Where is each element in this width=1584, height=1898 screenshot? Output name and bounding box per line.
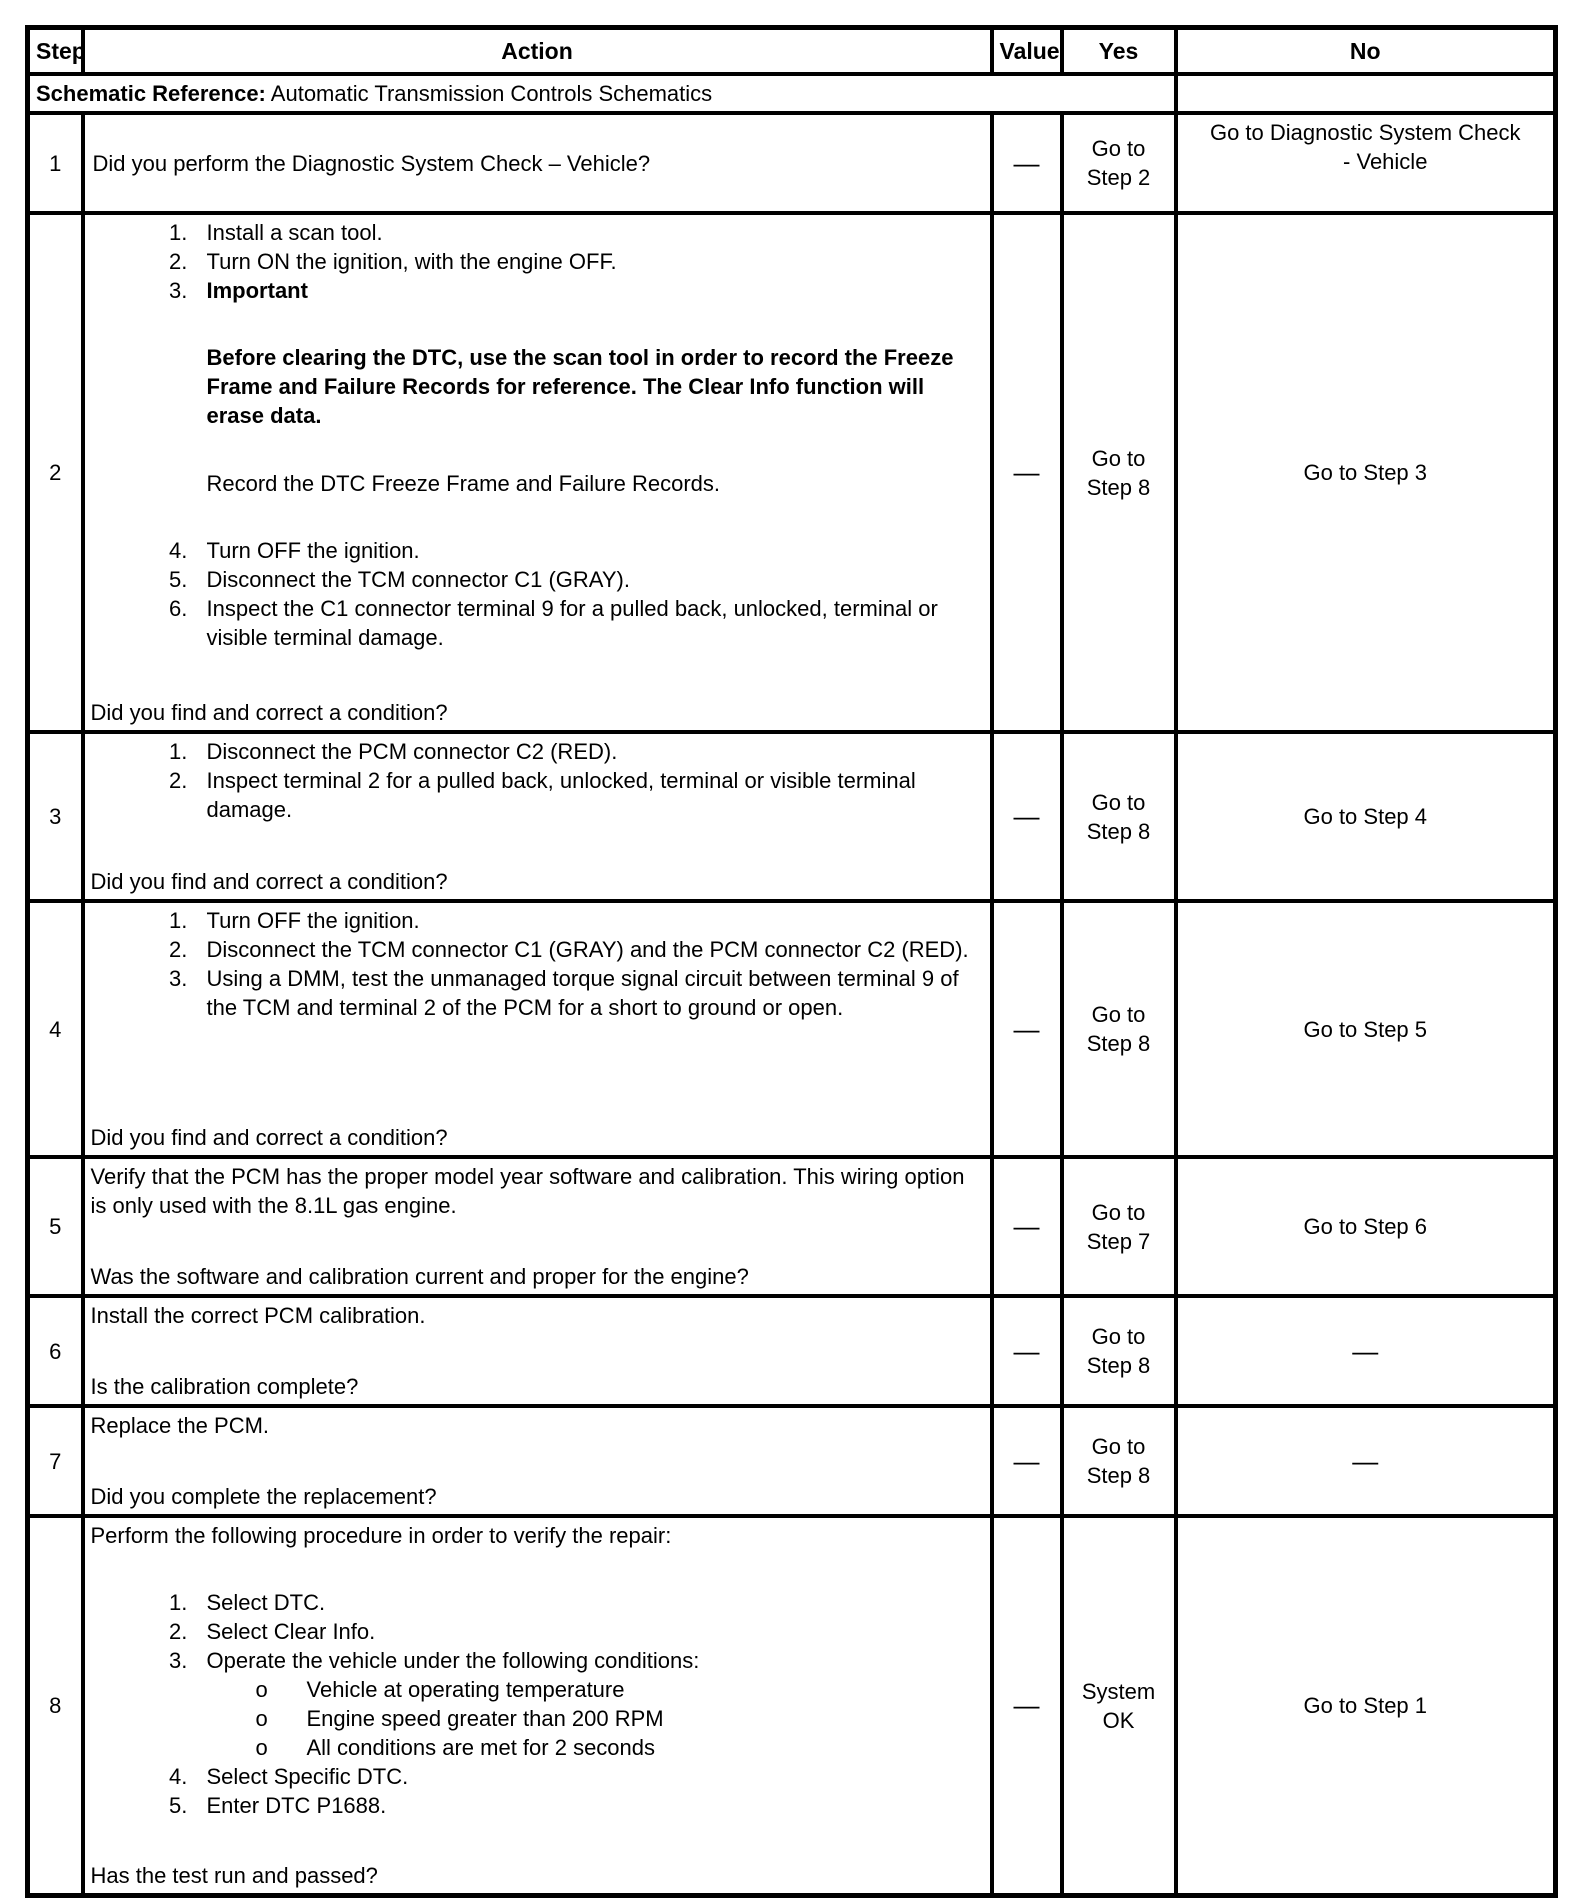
yes-link[interactable]: Go to Step 8 [1062, 901, 1176, 1157]
action-question: Is the calibration complete? [90, 1374, 359, 1399]
action-text: Replace the PCM. [90, 1413, 270, 1438]
condition-item: o Vehicle at operating temperature [307, 1675, 984, 1704]
important-note: Before clearing the DTC, use the scan tool in order to record the Freeze Frame and Failure Records for reference. The Clear Info function will erase data. [206, 345, 954, 428]
header-value: Value [992, 28, 1062, 75]
action-question: Has the test run and passed? [90, 1863, 378, 1888]
action-step-item: 5. Enter DTC P1688. [194, 1791, 984, 1820]
header-step: Step [28, 28, 83, 75]
value-cell: — [992, 901, 1062, 1157]
action-cell [83, 1406, 992, 1516]
no-link[interactable] [1176, 113, 1556, 213]
schematic-row [28, 74, 1556, 113]
action-question: Was the software and calibration current and proper for the engine? [90, 1264, 749, 1289]
action-question: Did you find and correct a condition? [90, 1125, 448, 1150]
step-number: 8 [28, 1516, 83, 1896]
step-number: 2 [28, 213, 83, 732]
action-cell [83, 901, 992, 1157]
table-row [28, 1406, 1556, 1516]
schematic-link[interactable]: Automatic Transmission Controls Schematics [270, 81, 713, 106]
action-question: Did you find and correct a condition? [90, 869, 448, 894]
action-question: Did you find and correct a condition? [90, 700, 448, 725]
condition-item: o All conditions are met for 2 seconds [307, 1733, 984, 1762]
action-cell [83, 1157, 992, 1296]
table-row [28, 213, 1556, 732]
no-link[interactable]: Go to Step 6 [1176, 1157, 1556, 1296]
action-text: Install the correct PCM calibration. [90, 1303, 426, 1328]
action-cell [83, 732, 992, 901]
action-question: Did you complete the replacement? [90, 1484, 437, 1509]
record-instruction: Record the DTC Freeze Frame and Failure Records. [206, 471, 721, 496]
no-value: — [1176, 1296, 1556, 1406]
action-step-item: 2. Turn ON the ignition, with the engine OFF. [194, 247, 984, 276]
step-number: 5 [28, 1157, 83, 1296]
action-step-item: 2. Select Clear Info. [194, 1617, 984, 1646]
action-step-item: 6. Inspect the C1 connector terminal 9 for a pulled back, unlocked, terminal or visible terminal damage. [194, 594, 984, 652]
table-row [28, 1516, 1556, 1896]
no-link[interactable]: Go to Step 3 [1176, 213, 1556, 732]
action-step-item: 2. Inspect terminal 2 for a pulled back, unlocked, terminal or visible terminal damage. [194, 766, 984, 824]
action-step-item: 2. Disconnect the TCM connector C1 (GRAY) and the PCM connector C2 (RED). [194, 935, 984, 964]
yes-result[interactable]: System OK [1062, 1516, 1176, 1896]
no-link-line1: Go to Diagnostic System Check [1209, 120, 1521, 145]
action-step-text: Operate the vehicle under the following conditions: [206, 1648, 700, 1673]
table-row [28, 901, 1556, 1157]
header-action: Action [83, 28, 992, 75]
condition-item: o Engine speed greater than 200 RPM [307, 1704, 984, 1733]
value-cell: — [992, 213, 1062, 732]
action-text: Did you perform the Diagnostic System Check – Vehicle? [83, 113, 992, 213]
header-yes: Yes [1062, 28, 1176, 75]
value-cell: — [992, 1296, 1062, 1406]
yes-link[interactable]: Go to Step 8 [1062, 1406, 1176, 1516]
step-number: 4 [28, 901, 83, 1157]
schematic-label: Schematic Reference: [36, 81, 266, 106]
table-row [28, 1157, 1556, 1296]
step-number: 1 [28, 113, 83, 213]
schematic-reference [28, 74, 1176, 113]
action-step-item [194, 1646, 984, 1675]
action-step-item: 1. Disconnect the PCM connector C2 (RED). [194, 737, 984, 766]
value-cell: — [992, 1157, 1062, 1296]
header-no: No [1176, 28, 1556, 75]
step-number: 7 [28, 1406, 83, 1516]
action-cell [83, 1296, 992, 1406]
step-number: 3 [28, 732, 83, 901]
action-step-item: 1. Install a scan tool. [194, 218, 984, 247]
yes-link[interactable]: Go to Step 2 [1062, 113, 1176, 213]
action-step-item: 4. Turn OFF the ignition. [194, 536, 984, 565]
yes-link[interactable]: Go to Step 8 [1062, 732, 1176, 901]
value-cell: — [992, 1516, 1062, 1896]
action-step-item: 4. Select Specific DTC. [194, 1762, 984, 1791]
yes-link[interactable]: Go to Step 8 [1062, 213, 1176, 732]
no-value: — [1176, 1406, 1556, 1516]
value-cell: — [992, 113, 1062, 213]
diagnostic-table [25, 25, 1558, 1898]
action-intro: Perform the following procedure in order to verify the repair: [90, 1523, 672, 1548]
action-step-item: 1. Turn OFF the ignition. [194, 906, 984, 935]
action-step-item: 3. Using a DMM, test the unmanaged torque signal circuit between terminal 9 of the TCM and terminal 2 of the PCM for a short to ground or open. [194, 964, 984, 1022]
action-cell [83, 213, 992, 732]
important-heading: 3. Important [194, 276, 984, 305]
action-text: Verify that the PCM has the proper model year software and calibration. This wiring option is only used with the 8.1L gas engine. [90, 1164, 965, 1218]
schematic-empty-cell [1176, 74, 1556, 113]
table-row [28, 1296, 1556, 1406]
yes-link[interactable]: Go to Step 7 [1062, 1157, 1176, 1296]
table-row [28, 113, 1556, 213]
step-number: 6 [28, 1296, 83, 1406]
value-cell: — [992, 1406, 1062, 1516]
table-row [28, 732, 1556, 901]
no-link[interactable]: Go to Step 4 [1176, 732, 1556, 901]
yes-link[interactable]: Go to Step 8 [1062, 1296, 1176, 1406]
header-row [28, 28, 1556, 75]
no-link[interactable]: Go to Step 5 [1176, 901, 1556, 1157]
action-step-item: 5. Disconnect the TCM connector C1 (GRAY). [194, 565, 984, 594]
no-link[interactable]: Go to Step 1 [1176, 1516, 1556, 1896]
action-cell [83, 1516, 992, 1896]
no-link-line2: - Vehicle [1343, 149, 1428, 174]
action-step-item: 1. Select DTC. [194, 1588, 984, 1617]
value-cell: — [992, 732, 1062, 901]
